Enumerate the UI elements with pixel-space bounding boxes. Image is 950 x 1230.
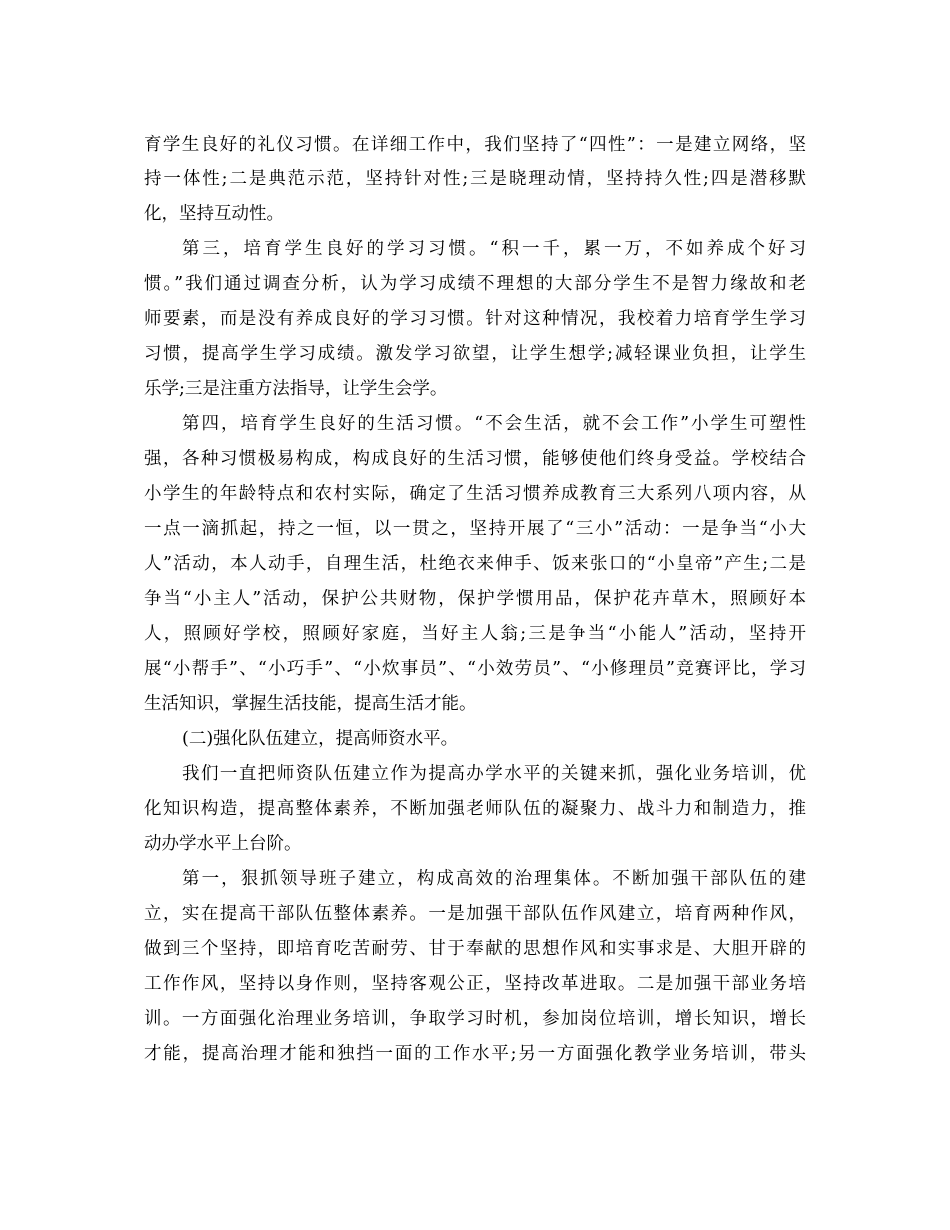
- text-line: 动办学水平上台阶。: [144, 834, 302, 854]
- text-line: 工作作风，坚持以身作则，坚持客观公正，坚持改革进取。二是加强干部业务培: [144, 974, 806, 994]
- text-line: 争当“小主人”活动，保护公共财物，保护学惯用品，保护花卉草木，照顾好本: [144, 589, 806, 609]
- text-line: 惯。”我们通过调查分析，认为学习成绩不理想的大部分学生不是智力缘故和老: [144, 274, 806, 294]
- text-line: 习惯，提高学生学习成绩。激发学习欲望，让学生想学;减轻课业负担，让学生: [144, 344, 806, 364]
- text-line: 第四，培育学生良好的生活习惯。“不会生活，就不会工作”小学生可塑性: [182, 414, 806, 434]
- section-heading: (二)强化队伍建立，提高师资水平。: [182, 729, 459, 749]
- text-line: 师要素，而是没有养成良好的学习习惯。针对这种情况，我校着力培育学生学习: [144, 309, 806, 329]
- text-line: 化，坚持互动性。: [144, 204, 284, 224]
- text-line: 生活知识，掌握生活技能，提高生活才能。: [144, 694, 477, 714]
- text-line: 第三，培育学生良好的学习习惯。“积一千，累一万，不如养成个好习: [182, 239, 806, 259]
- text-line: 才能，提高治理才能和独挡一面的工作水平;另一方面强化教学业务培训，带头: [144, 1044, 806, 1064]
- text-line: 一点一滴抓起，持之一恒，以一贯之，坚持开展了“三小”活动：一是争当“小大: [144, 519, 806, 539]
- text-line: 第一，狠抓领导班子建立，构成高效的治理集体。不断加强干部队伍的建: [182, 869, 806, 889]
- text-line: 乐学;三是注重方法指导，让学生会学。: [144, 379, 448, 399]
- text-line: 小学生的年龄特点和农村实际，确定了生活习惯养成教育三大系列八项内容，从: [144, 484, 806, 504]
- text-line: 做到三个坚持，即培育吃苦耐劳、甘于奉献的思想作风和实事求是、大胆开辟的: [144, 939, 806, 959]
- text-line: 育学生良好的礼仪习惯。在详细工作中，我们坚持了“四性”：一是建立网络，坚: [144, 135, 806, 155]
- text-line: 持一体性;二是典范示范，坚持针对性;三是晓理动情，坚持持久性;四是潜移默: [144, 169, 806, 189]
- text-line: 化知识构造，提高整体素养，不断加强老师队伍的凝聚力、战斗力和制造力，推: [144, 799, 806, 819]
- text-line: 我们一直把师资队伍建立作为提高办学水平的关键来抓，强化业务培训，优: [182, 764, 806, 784]
- text-line: 强，各种习惯极易构成，构成良好的生活习惯，能够使他们终身受益。学校结合: [144, 449, 806, 469]
- text-line: 立，实在提高干部队伍整体素养。一是加强干部队伍作风建立，培育两种作风，: [144, 904, 806, 924]
- text-line: 展“小帮手”、“小巧手”、“小炊事员”、“小效劳员”、“小修理员”竞赛评比，学习: [144, 659, 806, 679]
- text-line: 训。一方面强化治理业务培训，争取学习时机，参加岗位培训，增长知识，增长: [144, 1009, 806, 1029]
- text-line: 人”活动，本人动手，自理生活，杜绝衣来伸手、饭来张口的“小皇帝”产生;二是: [144, 554, 806, 574]
- text-line: 人，照顾好学校，照顾好家庭，当好主人翁;三是争当“小能人”活动，坚持开: [144, 624, 806, 644]
